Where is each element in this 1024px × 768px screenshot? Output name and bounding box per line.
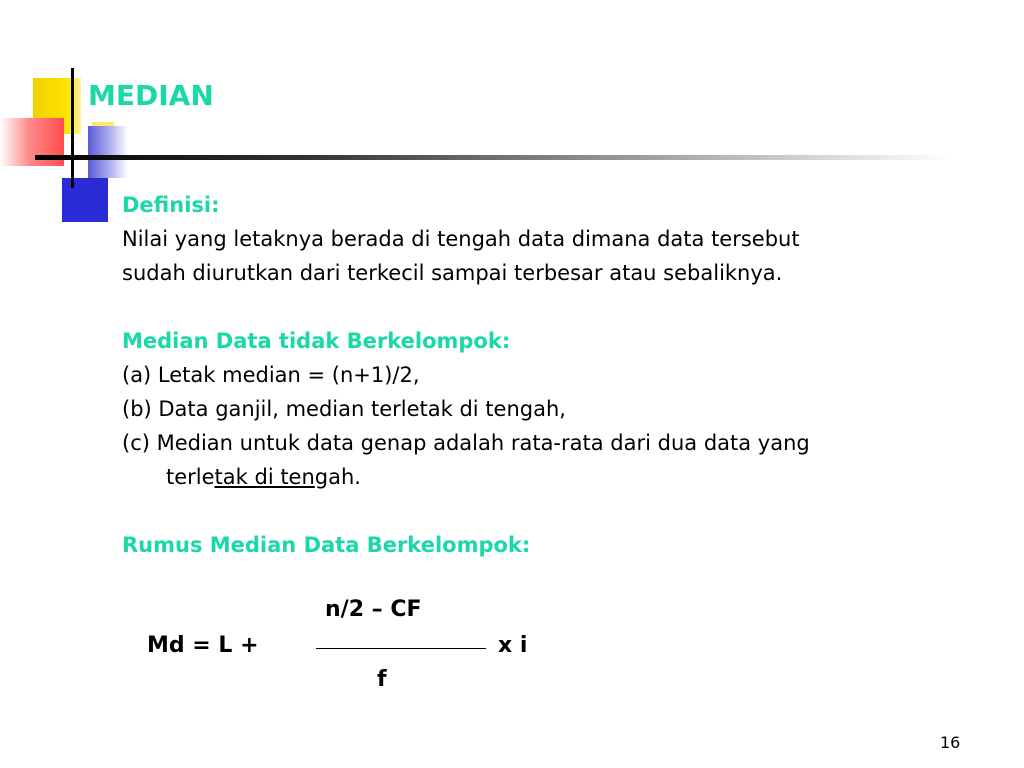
- decor-vertical-line: [71, 68, 74, 188]
- spacer: [122, 494, 972, 528]
- decor-light-blue-square: [88, 126, 128, 178]
- page-number: 16: [940, 733, 961, 752]
- formula-numerator: n/2 – CF: [325, 597, 422, 622]
- formula-fraction-bar: [316, 648, 486, 649]
- slide-title: MEDIAN: [88, 79, 214, 112]
- grouped-median-heading: Rumus Median Data Berkelompok:: [122, 533, 531, 557]
- definition-heading: Definisi:: [122, 193, 220, 217]
- continuation-text-end: gah.: [314, 465, 361, 489]
- title-divider-line: [35, 155, 950, 160]
- definition-text-line-2: sudah diurutkan dari terkecil sampai terbesar atau sebaliknya.: [122, 261, 783, 285]
- decor-blue-square: [62, 178, 108, 222]
- continuation-text-start: terle: [166, 465, 215, 489]
- definition-text-line-1: Nilai yang letaknya berada di tengah data dimana data tersebut: [122, 227, 800, 251]
- list-item-b: (b) Data ganjil, median terletak di tengah,: [122, 397, 566, 421]
- ungrouped-median-heading: Median Data tidak Berkelompok:: [122, 329, 511, 353]
- list-item-a: (a) Letak median = (n+1)/2,: [122, 363, 420, 387]
- formula-multiplier: x i: [498, 633, 528, 658]
- spacer: [122, 290, 972, 324]
- continuation-text-underlined: tak di ten: [214, 465, 315, 489]
- list-item-c-continuation: [122, 460, 972, 494]
- list-item-c: (c) Median untuk data genap adalah rata-rata dari dua data yang: [122, 431, 810, 455]
- formula-lhs: Md = L +: [147, 633, 259, 658]
- formula-denominator: f: [377, 667, 387, 692]
- slide-body: [122, 188, 972, 562]
